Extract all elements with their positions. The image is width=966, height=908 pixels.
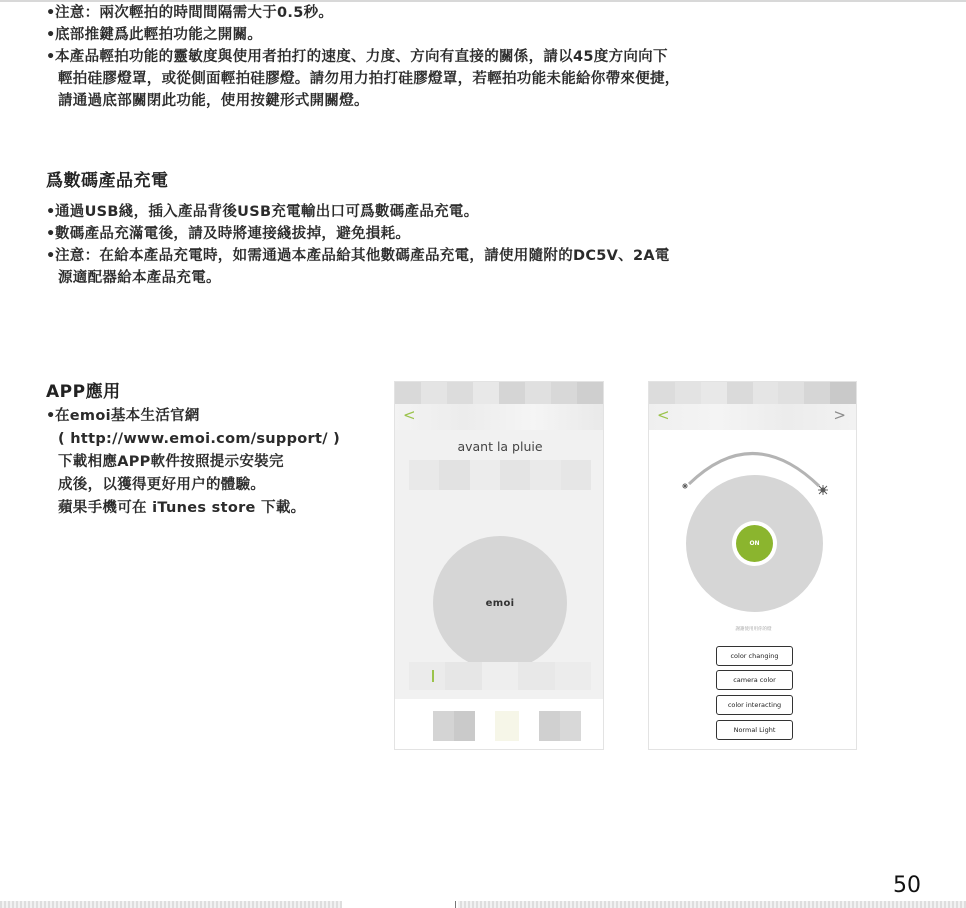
- app-screenshot-home: [394, 381, 604, 750]
- note-text: 底部推鍵爲此輕拍功能之開關。: [55, 27, 263, 43]
- note-item: [46, 46, 680, 68]
- toolbar-icon[interactable]: [539, 711, 581, 741]
- back-arrow-icon[interactable]: <: [657, 406, 670, 424]
- bullet-glyph: •: [46, 204, 56, 220]
- blurred-row: [409, 460, 591, 490]
- bullet-glyph: •: [46, 27, 56, 43]
- support-url[interactable]: ( http://www.emoi.com/support/ ): [58, 431, 341, 447]
- charging-notes: [46, 201, 670, 289]
- charging-heading: 爲數碼產品充電: [46, 171, 169, 191]
- note-item: [46, 24, 680, 46]
- note-text: 通過USB綫，插入產品背後USB充電輸出口可爲數碼產品充電。: [55, 204, 479, 220]
- note-text: 數碼產品充滿電後，請及時將連接綫拔掉，避免損耗。: [55, 226, 411, 242]
- note-item: [46, 201, 670, 223]
- back-arrow-icon[interactable]: <: [403, 406, 416, 424]
- scene-title: avant la pluie: [457, 439, 543, 454]
- toolbar-icon[interactable]: [433, 711, 475, 741]
- tap-function-notes: [46, 2, 680, 112]
- bullet-glyph: •: [46, 5, 56, 21]
- mode-caption: 謝謝使用用你的燈: [735, 627, 772, 632]
- status-bar: [395, 382, 603, 404]
- bottom-toolbar: [395, 699, 604, 750]
- app-description: [46, 405, 340, 520]
- forward-arrow-icon[interactable]: >: [833, 406, 846, 424]
- note-text-continued: 源適配器給本產品充電。: [58, 270, 221, 286]
- note-text: 本產品輕拍功能的靈敏度與使用者拍打的速度、力度、方向有直接的關係，請以45度方向向下: [55, 49, 668, 65]
- lamp-control-circle[interactable]: [433, 536, 567, 670]
- mode-button-color-interacting[interactable]: color interacting: [716, 695, 793, 715]
- mode-button-camera-color[interactable]: camera color: [716, 670, 793, 690]
- slider-handle[interactable]: [432, 670, 434, 682]
- mode-button-color-changing[interactable]: color changing: [716, 646, 793, 666]
- bullet-glyph: •: [46, 248, 56, 264]
- bullet-glyph: •: [46, 49, 56, 65]
- dim-sun-icon: [682, 483, 688, 489]
- note-item: [46, 405, 340, 428]
- emoi-logo: emoi: [485, 597, 515, 609]
- app-text-line: 在emoi基本生活官網: [55, 408, 200, 424]
- blurred-row: [409, 662, 591, 690]
- note-text: 注意：在給本產品充電時，如需通過本產品給其他數碼產品充電，請使用隨附的DC5V、2A電: [55, 248, 670, 264]
- app-text-line: 蘋果手機可在 iTunes store 下載。: [58, 500, 306, 516]
- app-screenshot-modes: [648, 381, 857, 750]
- note-item: [46, 245, 670, 267]
- note-item: [46, 2, 680, 24]
- bullet-glyph: •: [46, 408, 56, 424]
- app-text-line: 成後，以獲得更好用户的體驗。: [58, 477, 266, 493]
- bullet-glyph: •: [46, 226, 56, 242]
- bottom-rule: [0, 901, 966, 908]
- note-text-continued: 輕拍硅膠燈罩，或從側面輕拍硅膠燈。請勿用力拍打硅膠燈罩，若輕拍功能未能給你帶來便捷，: [58, 71, 680, 87]
- app-text-line: 下載相應APP軟件按照提示安裝完: [58, 454, 284, 470]
- note-text: 注意：兩次輕拍的時間間隔需大于0.5秒。: [55, 5, 334, 21]
- note-item: [46, 223, 670, 245]
- nav-bar: [395, 404, 603, 430]
- power-button-label: ON: [736, 525, 773, 562]
- bottom-rule-gap: [342, 901, 458, 908]
- bright-sun-icon: [818, 485, 828, 495]
- note-text-continued: 請通過底部關閉此功能，使用按鍵形式開關燈。: [58, 93, 369, 109]
- app-heading: APP應用: [46, 382, 121, 402]
- toolbar-icon[interactable]: [495, 711, 519, 741]
- power-button[interactable]: [732, 521, 777, 566]
- mode-button-normal-light[interactable]: Normal Light: [716, 720, 793, 740]
- bottom-rule-tick: [455, 901, 456, 908]
- page-number: 50: [893, 873, 921, 898]
